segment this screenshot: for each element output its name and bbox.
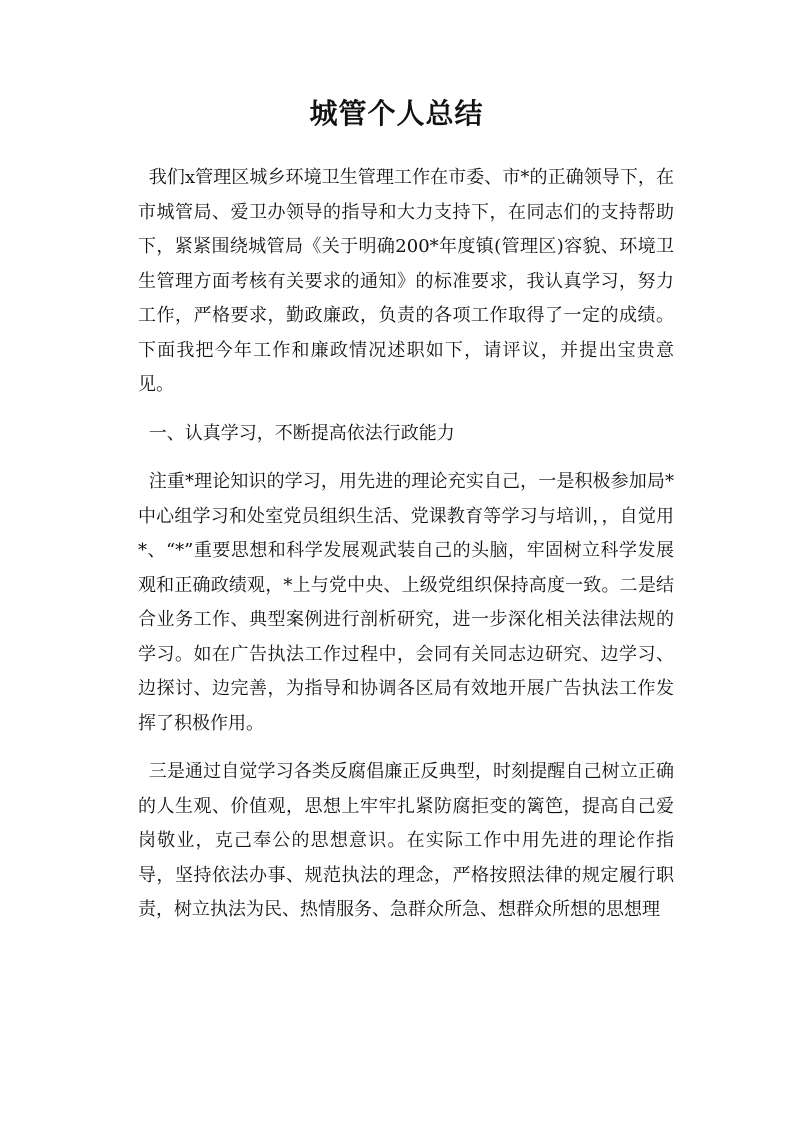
section-heading-1: 一、认真学习，不断提高依法行政能力 — [148, 422, 455, 444]
document-body — [138, 161, 674, 942]
paragraph-intro: 我们x管理区城乡环境卫生管理工作在市委、市*的正确领导下，在市城管局、爱卫办领导的指导和大力支持下，在同志们的支持帮助下，紧紧围绕城管局《关于明确200*年度镇(管理区)容貌、环境卫生管理方面考核有关要求的通知》的标准要求，我认真学习，努力工作，严格要求，勤政廉政，负责的各项工作取得了一定的成绩。下面我把今年工作和廉政情况述职如下，请评议，并提出宝贵意见。 — [138, 167, 674, 395]
paragraph-study: 注重*理论知识的学习，用先进的理论充实自己，一是积极参加局*中心组学习和处室党员组织生活、党课教育等学习与培训，，自觉用*、“*”重要思想和科学发展观武装自己的头脑，牢固树立科学发展观和正确政绩观，*上与党中央、上级党组织保持高度一致。二是结合业务工作、典型案例进行剖析研究，进一步深化相关法律法规的学习。如在广告执法工作过程中，会同有关同志边研究、边学习、边探讨、边完善，为指导和协调各区局有效地开展广告执法工作发挥了积极作用。 — [138, 471, 674, 734]
paragraph-anticorruption: 三是通过自觉学习各类反腐倡廉正反典型，时刻提醒自己树立正确的人生观、价值观，思想上牢牢扎紧防腐拒变的篱笆，提高自己爱岗敬业，克己奉公的思想意识。在实际工作中用先进的理论作指导，坚持依法办事、规范执法的理念，严格按照法律的规定履行职责，树立执法为民、热情服务、急群众所急、想群众所想的思想理 — [138, 761, 674, 920]
page-title: 城管个人总结 — [309, 97, 484, 130]
